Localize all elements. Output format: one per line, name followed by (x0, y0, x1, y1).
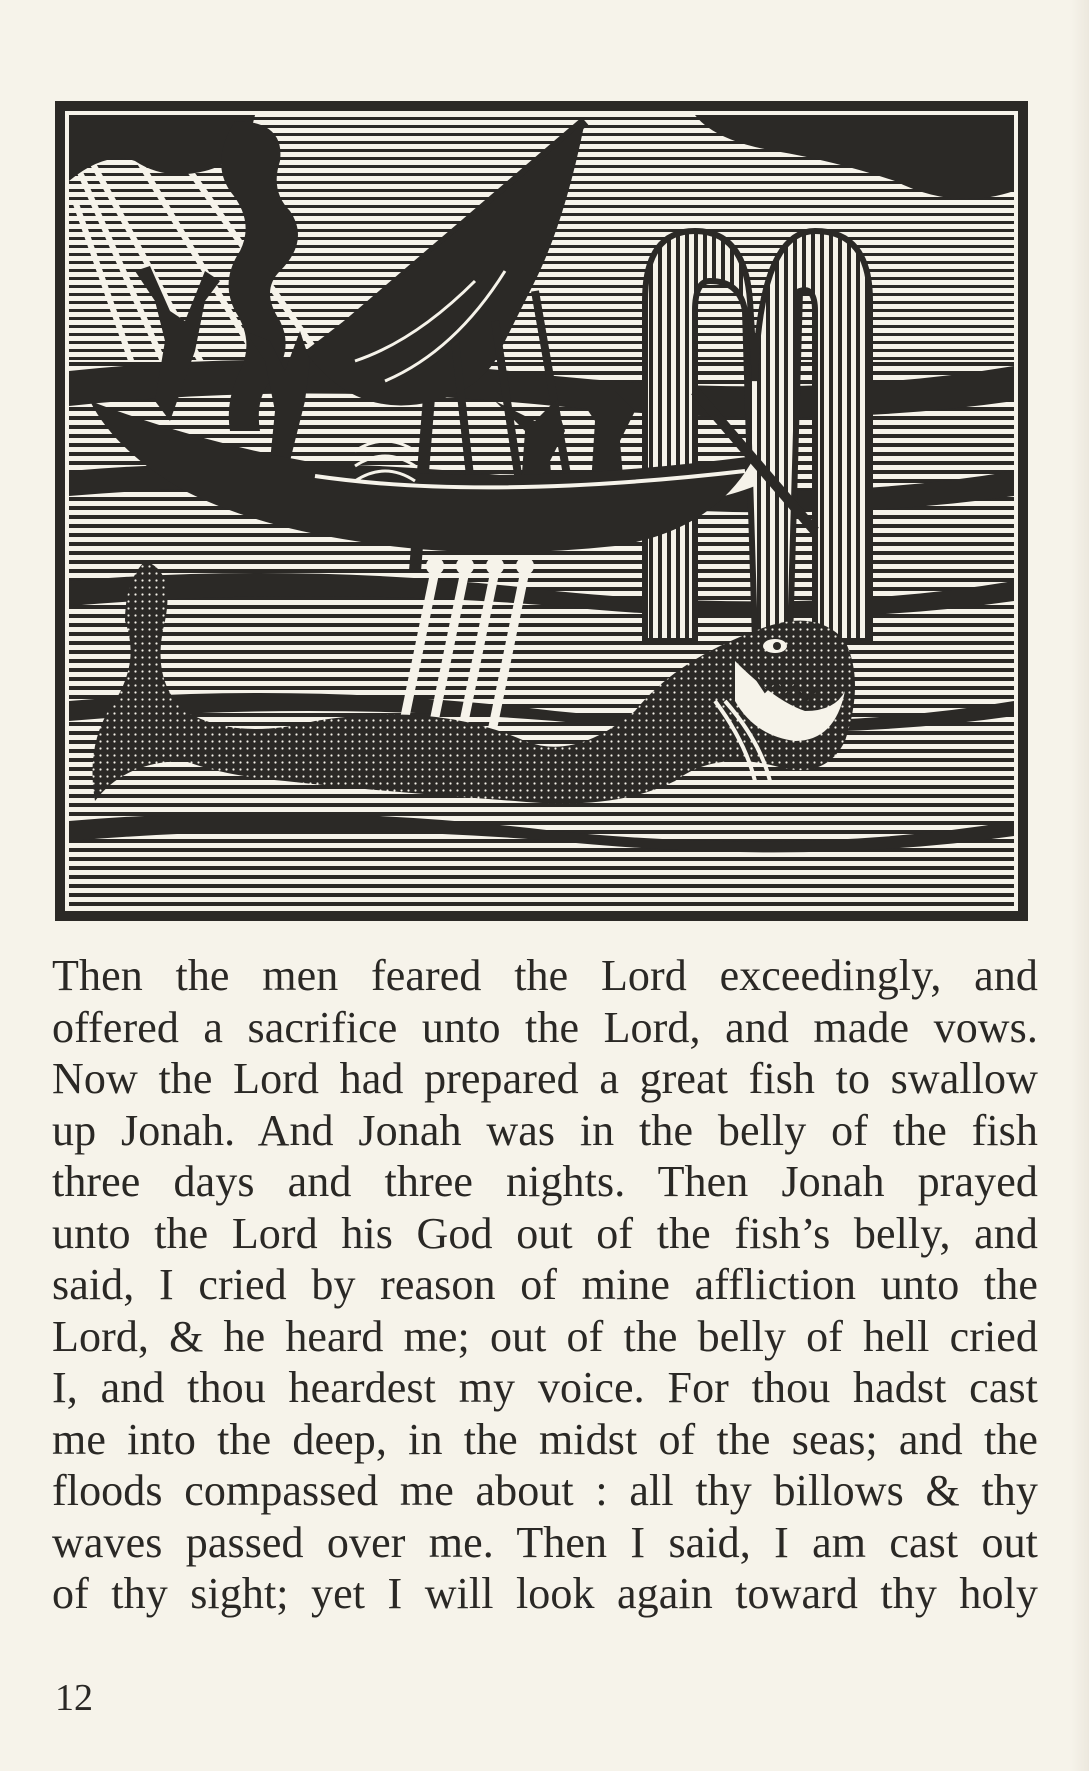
text-line: me into the deep, in the midst of the seas; and the (52, 1414, 1038, 1464)
text-line: floods compassed me about : all thy billows & thy (52, 1466, 1038, 1515)
body-text (52, 950, 1038, 1620)
text-line: I, and thou heardest my voice. For thou hadst cast (52, 1363, 1038, 1412)
text-line: up Jonah. And Jonah was in the belly of the fish (52, 1105, 1038, 1155)
text-line: said, I cried by reason of mine affliction unto the (52, 1260, 1038, 1309)
text-line: three days and three nights. Then Jonah prayed (52, 1157, 1038, 1206)
woodcut-illustration (55, 101, 1028, 921)
text-line: offered a sacrifice unto the Lord, and made vows. (52, 1002, 1038, 1052)
page-edge (1071, 0, 1089, 1771)
text-line: Then the men feared the Lord exceedingly, and (52, 951, 1038, 1000)
page-number: 12 (55, 1677, 93, 1719)
text-line: of thy sight; yet I will look again toward thy holy (52, 1569, 1038, 1618)
text-line: waves passed over me. Then I said, I am cast out (52, 1517, 1038, 1567)
text-line: unto the Lord his God out of the fish’s belly, and (52, 1208, 1038, 1258)
text-line: Lord, & he heard me; out of the belly of hell cried (52, 1311, 1038, 1361)
text-line: Now the Lord had prepared a great fish to swallow (52, 1054, 1038, 1103)
